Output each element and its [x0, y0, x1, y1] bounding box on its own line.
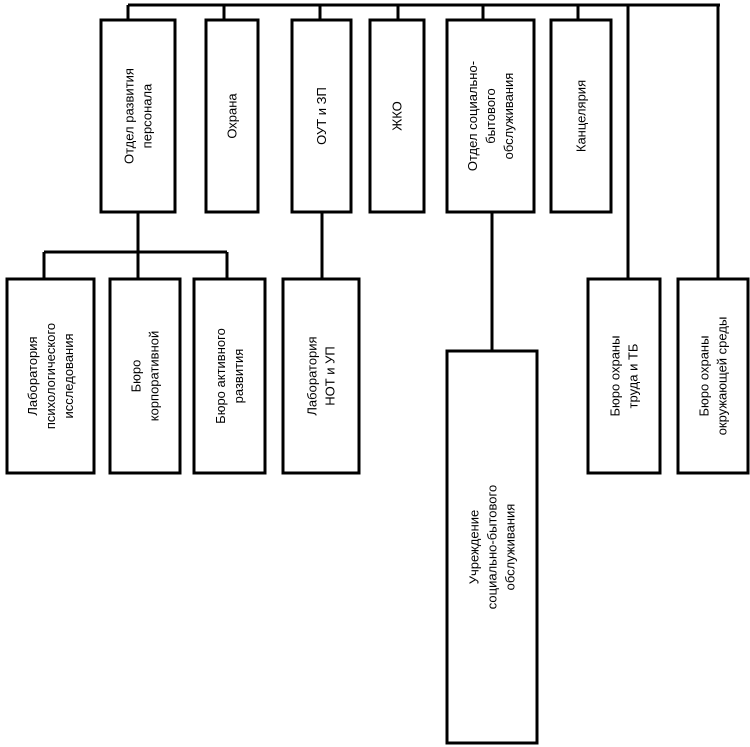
- unit-labor-org-wages: [292, 20, 351, 212]
- unit-label-line: Охрана: [224, 93, 240, 139]
- unit-label-line: психологического: [43, 322, 58, 430]
- unit-label-line: корпоративной: [146, 330, 162, 422]
- unit-label-line: Лаборатория: [25, 336, 40, 416]
- unit-bureau-active-development: [194, 279, 265, 473]
- unit-label-line: Отдел развития: [121, 68, 137, 164]
- unit-label-line: ОУТ и ЗП: [314, 87, 329, 145]
- unit-label-line: труда и ТБ: [625, 343, 641, 409]
- unit-bureau-corporate: [110, 279, 180, 473]
- unit-label-line: исследования: [61, 333, 76, 419]
- unit-label-line: Канцелярия: [573, 79, 589, 153]
- unit-box: [101, 20, 175, 212]
- unit-social-services-dept: [447, 20, 534, 212]
- unit-label-line: социально-бытового: [484, 484, 500, 610]
- unit-label-line: Бюро охраны: [607, 335, 623, 417]
- unit-label-line: Учреждение: [466, 509, 482, 585]
- unit-label-line: ЖКО: [389, 101, 405, 131]
- unit-label-line: Бюро охраны: [696, 335, 712, 417]
- unit-label-line: Бюро активного: [213, 328, 228, 424]
- unit-label-line: Бюро: [128, 359, 144, 393]
- unit-lab-psych-research: [7, 279, 94, 473]
- unit-social-services-institution: [447, 351, 537, 743]
- unit-housing-utilities: [370, 20, 424, 212]
- unit-label-line: развития: [231, 348, 246, 404]
- unit-label-line: обслуживания: [502, 503, 518, 591]
- unit-label-line: персонала: [139, 83, 155, 149]
- unit-bureau-environment: [678, 279, 748, 473]
- unit-label-line: окружающей среды: [714, 316, 730, 436]
- unit-security: [206, 20, 258, 212]
- unit-box: [194, 279, 265, 473]
- unit-box: [110, 279, 180, 473]
- unit-dept-personnel-development: [101, 20, 175, 212]
- unit-label-line: Отдел социально-: [465, 60, 480, 172]
- unit-box: [283, 279, 359, 473]
- unit-lab-not-up: [283, 279, 359, 473]
- unit-box: [588, 279, 660, 473]
- unit-box: [678, 279, 748, 473]
- unit-label-line: Лаборатория: [304, 336, 320, 416]
- unit-bureau-labor-safety: [588, 279, 660, 473]
- unit-chancellery: [551, 20, 611, 212]
- unit-label-line: НОТ и УП: [322, 346, 338, 406]
- top-units-row: [101, 20, 611, 212]
- unit-label-line: обслуживания: [501, 72, 516, 160]
- unit-label-line: бытового: [483, 88, 498, 144]
- sub-units-row: [7, 279, 748, 743]
